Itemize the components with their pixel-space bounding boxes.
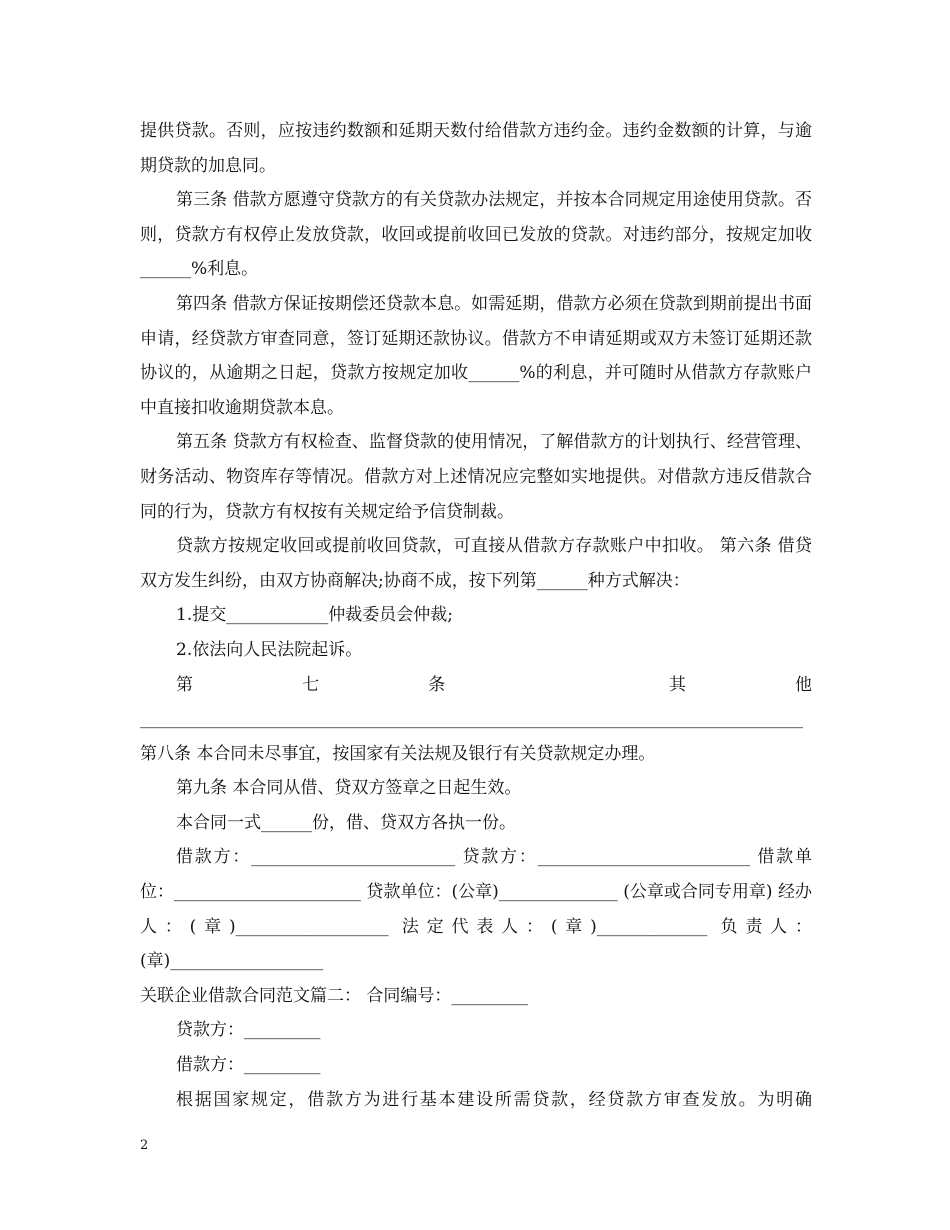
paragraph-borrower: 借款方：_________ (176, 1055, 321, 1076)
paragraph-article-7-8: 第七条 其他 ______________________________________________________________________________ 第八条 本合同未尽事宜，按国家有关法规及银行有关贷款规定办理。 (140, 674, 812, 764)
paragraph-article-9: 第九条 本合同从借、贷双方签章之日起生效。 (176, 778, 522, 799)
paragraph-article-6: 贷款方按规定收回或提前收回贷款，可直接从借款方存款账户中扣收。 第六条 借贷双方发生纠纷，由双方协商解决;协商不成，按下列第______种方式解决： (140, 536, 812, 591)
paragraph-signatures: 借款方：________________________ 贷款方：_________________________ 借款单位：______________________ 贷款单位：(公章)______________ (公章或合同专用章) 经办人：(章)__________________ 法定代表人：(章)_____________ 负责人：(章)__________________ (140, 847, 812, 972)
paragraph-article-5: 第五条 贷款方有权检查、监督贷款的使用情况，了解借款方的计划执行、经营管理、财务活动、物资库存等情况。借款方对上述情况应完整如实地提供。对借款方违反借款合同的行为，贷款方有权按有关规定给予信贷制裁。 (140, 432, 812, 522)
paragraph-article-3: 第三条 借款方愿遵守贷款方的有关贷款办法规定，并按本合同规定用途使用贷款。否则，贷款方有权停止发放贷款，收回或提前收回已发放的贷款。对违约部分，按规定加收______%利息。 (140, 190, 812, 280)
paragraph-copies: 本合同一式______份，借、贷双方各执一份。 (176, 812, 516, 833)
paragraph-article-4: 第四条 借款方保证按期偿还贷款本息。如需延期，借款方必须在贷款到期前提出书面申请，经贷款方审查同意，签订延期还款协议。借款方不申请延期或双方未签订延期还款协议的，从逾期之日起，贷款方按规定加收______%的利息，并可随时从借款方存款账户中直接扣收逾期贷款本息。 (140, 293, 812, 418)
page-number: 2 (140, 1138, 149, 1153)
list-item-arbitration: 1.提交____________仲裁委员会仲裁; (176, 605, 453, 626)
paragraph-continuation: 提供贷款。否则，应按违约数额和延期天数付给借款方违约金。违约金数额的计算，与逾期贷款的加息同。 (140, 121, 812, 176)
section-heading-part-2: 关联企业借款合同范文篇二： 合同编号：_________ (140, 985, 528, 1006)
paragraph-preamble: 根据国家规定，借款方为进行基本建设所需贷款，经贷款方审查发放。为明确 (176, 1089, 812, 1110)
paragraph-lender: 贷款方：_________ (176, 1020, 321, 1041)
list-item-court: 2.依法向人民法院起诉。 (176, 639, 363, 660)
document-body (140, 114, 812, 1117)
